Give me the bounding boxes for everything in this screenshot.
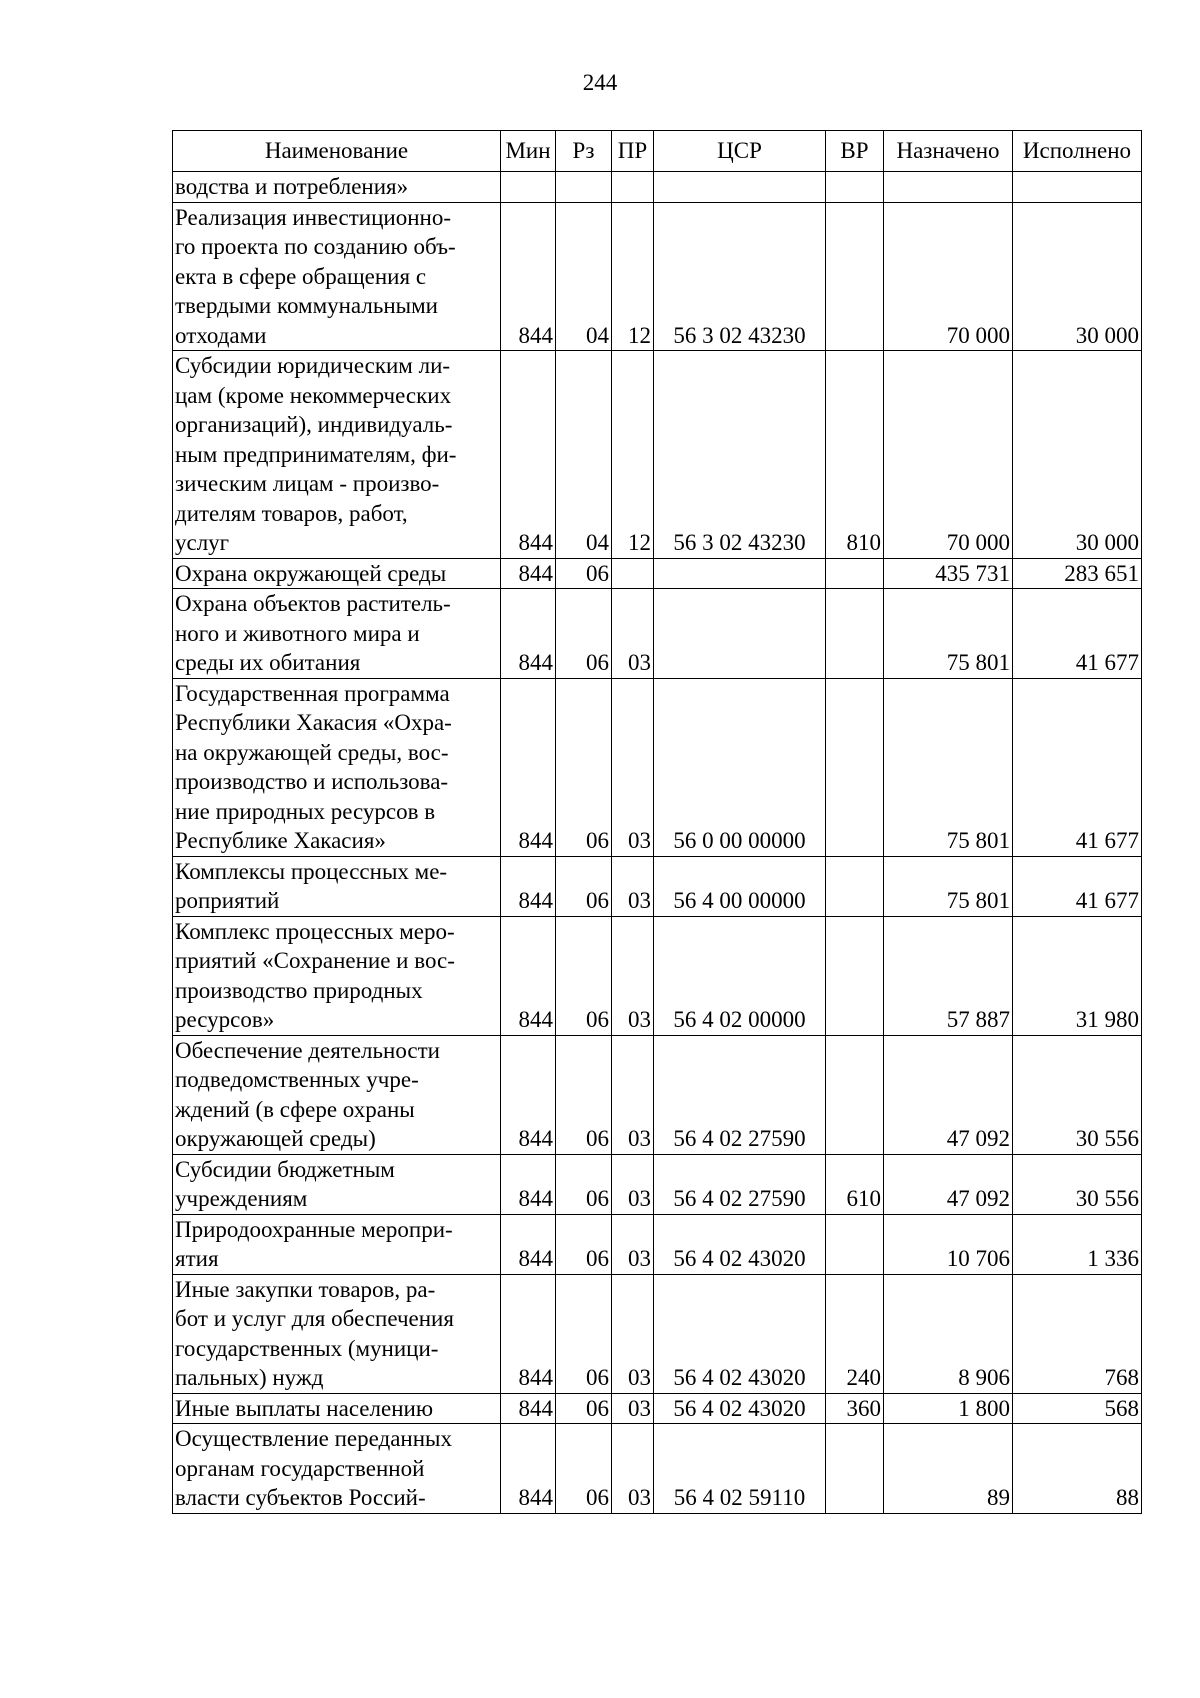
cell-vr <box>826 172 884 203</box>
table-row <box>173 589 1142 679</box>
cell-ispolneno: 41 677 <box>1013 589 1142 679</box>
cell-min: 844 <box>501 1154 556 1214</box>
cell-min: 844 <box>501 856 556 916</box>
cell-vr <box>826 678 884 856</box>
cell-name: Охрана объектов раститель- ного и животного мира и среды их обитания <box>173 589 501 679</box>
cell-naznacheno: 1 800 <box>884 1393 1013 1424</box>
cell-min: 844 <box>501 916 556 1035</box>
cell-pr: 03 <box>612 1214 654 1274</box>
cell-ispolneno <box>1013 172 1142 203</box>
cell-pr <box>612 172 654 203</box>
table-row <box>173 1424 1142 1514</box>
cell-min: 844 <box>501 351 556 559</box>
header-csr: ЦСР <box>654 131 826 172</box>
cell-name: Субсидии юридическим ли- цам (кроме некоммерческих организаций), индивидуаль- ным предпринимателям, фи- зическим лицам - произво- дителям товаров, работ, услуг <box>173 351 501 559</box>
cell-name: Обеспечение деятельности подведомственных учре- ждений (в сфере охраны окружающей среды) <box>173 1035 501 1154</box>
cell-name: Комплексы процессных ме- роприятий <box>173 856 501 916</box>
cell-pr: 03 <box>612 678 654 856</box>
cell-ispolneno: 88 <box>1013 1424 1142 1514</box>
header-name: Наименование <box>173 131 501 172</box>
cell-ispolneno: 31 980 <box>1013 916 1142 1035</box>
cell-ispolneno: 41 677 <box>1013 678 1142 856</box>
cell-naznacheno: 8 906 <box>884 1274 1013 1393</box>
table-row <box>173 1214 1142 1274</box>
cell-ispolneno: 30 556 <box>1013 1154 1142 1214</box>
table-row <box>173 1035 1142 1154</box>
cell-vr <box>826 916 884 1035</box>
cell-min: 844 <box>501 558 556 589</box>
cell-vr: 810 <box>826 351 884 559</box>
cell-pr: 03 <box>612 589 654 679</box>
cell-rz: 06 <box>556 589 612 679</box>
cell-pr: 03 <box>612 1035 654 1154</box>
cell-name: Природоохранные меропри- ятия <box>173 1214 501 1274</box>
header-naznacheno: Назначено <box>884 131 1013 172</box>
cell-csr: 56 0 00 00000 <box>654 678 826 856</box>
cell-min: 844 <box>501 1214 556 1274</box>
cell-naznacheno <box>884 172 1013 203</box>
header-ispolneno: Исполнено <box>1013 131 1142 172</box>
cell-rz: 06 <box>556 678 612 856</box>
header-pr: ПР <box>612 131 654 172</box>
cell-csr: 56 4 02 43020 <box>654 1274 826 1393</box>
header-row <box>173 131 1142 172</box>
cell-rz: 06 <box>556 1214 612 1274</box>
cell-naznacheno: 47 092 <box>884 1035 1013 1154</box>
cell-csr: 56 4 02 00000 <box>654 916 826 1035</box>
cell-csr <box>654 589 826 679</box>
cell-min: 844 <box>501 1393 556 1424</box>
cell-naznacheno: 47 092 <box>884 1154 1013 1214</box>
cell-name: Иные выплаты населению <box>173 1393 501 1424</box>
cell-pr: 03 <box>612 1154 654 1214</box>
cell-naznacheno: 75 801 <box>884 856 1013 916</box>
cell-naznacheno: 57 887 <box>884 916 1013 1035</box>
header-rz: Рз <box>556 131 612 172</box>
cell-name: Субсидии бюджетным учреждениям <box>173 1154 501 1214</box>
cell-rz: 06 <box>556 916 612 1035</box>
cell-name: Охрана окружающей среды <box>173 558 501 589</box>
cell-csr: 56 4 02 27590 <box>654 1035 826 1154</box>
cell-min: 844 <box>501 678 556 856</box>
cell-csr: 56 4 00 00000 <box>654 856 826 916</box>
cell-vr <box>826 1424 884 1514</box>
cell-vr: 360 <box>826 1393 884 1424</box>
cell-ispolneno: 30 000 <box>1013 202 1142 351</box>
table-row <box>173 1274 1142 1393</box>
cell-vr <box>826 202 884 351</box>
cell-csr: 56 4 02 27590 <box>654 1154 826 1214</box>
cell-rz: 04 <box>556 351 612 559</box>
table-row <box>173 351 1142 559</box>
table-row <box>173 558 1142 589</box>
cell-name: Реализация инвестиционно- го проекта по созданию объ- екта в сфере обращения с твердыми коммунальными отходами <box>173 202 501 351</box>
cell-rz: 06 <box>556 856 612 916</box>
cell-pr: 03 <box>612 1424 654 1514</box>
cell-rz: 06 <box>556 558 612 589</box>
cell-min: 844 <box>501 1274 556 1393</box>
cell-ispolneno: 283 651 <box>1013 558 1142 589</box>
cell-naznacheno: 75 801 <box>884 678 1013 856</box>
cell-min <box>501 172 556 203</box>
cell-csr: 56 4 02 43020 <box>654 1393 826 1424</box>
table-row <box>173 916 1142 1035</box>
cell-csr: 56 4 02 59110 <box>654 1424 826 1514</box>
table-row <box>173 202 1142 351</box>
cell-pr: 03 <box>612 1274 654 1393</box>
cell-vr <box>826 558 884 589</box>
table-row <box>173 172 1142 203</box>
cell-csr: 56 3 02 43230 <box>654 351 826 559</box>
cell-rz: 06 <box>556 1035 612 1154</box>
header-vr: ВР <box>826 131 884 172</box>
cell-pr: 03 <box>612 856 654 916</box>
cell-name: Иные закупки товаров, ра- бот и услуг для обеспечения государственных (муници- пальных) нужд <box>173 1274 501 1393</box>
cell-vr: 610 <box>826 1154 884 1214</box>
cell-naznacheno: 10 706 <box>884 1214 1013 1274</box>
cell-min: 844 <box>501 202 556 351</box>
cell-pr: 12 <box>612 351 654 559</box>
cell-min: 844 <box>501 589 556 679</box>
cell-ispolneno: 30 000 <box>1013 351 1142 559</box>
cell-name: Государственная программа Республики Хакасия «Охра- на окружающей среды, вос- производство и использова- ние природных ресурсов в Республике Хакасия» <box>173 678 501 856</box>
cell-name: Осуществление переданных органам государственной власти субъектов Россий- <box>173 1424 501 1514</box>
cell-rz: 04 <box>556 202 612 351</box>
table-row <box>173 1393 1142 1424</box>
cell-rz <box>556 172 612 203</box>
header-min: Мин <box>501 131 556 172</box>
cell-vr <box>826 589 884 679</box>
cell-vr <box>826 1214 884 1274</box>
table-row <box>173 856 1142 916</box>
cell-vr: 240 <box>826 1274 884 1393</box>
table-row <box>173 678 1142 856</box>
cell-csr: 56 3 02 43230 <box>654 202 826 351</box>
cell-pr <box>612 558 654 589</box>
cell-name: Комплекс процессных меро- приятий «Сохранение и вос- производство природных ресурсов» <box>173 916 501 1035</box>
cell-ispolneno: 1 336 <box>1013 1214 1142 1274</box>
cell-vr <box>826 1035 884 1154</box>
page-number: 244 <box>582 70 618 95</box>
table-row <box>173 1154 1142 1214</box>
cell-rz: 06 <box>556 1154 612 1214</box>
cell-csr: 56 4 02 43020 <box>654 1214 826 1274</box>
cell-min: 844 <box>501 1424 556 1514</box>
cell-vr <box>826 856 884 916</box>
budget-table <box>172 130 1142 1514</box>
cell-csr <box>654 172 826 203</box>
cell-rz: 06 <box>556 1424 612 1514</box>
cell-csr <box>654 558 826 589</box>
cell-naznacheno: 75 801 <box>884 589 1013 679</box>
cell-naznacheno: 435 731 <box>884 558 1013 589</box>
cell-ispolneno: 768 <box>1013 1274 1142 1393</box>
cell-naznacheno: 89 <box>884 1424 1013 1514</box>
cell-ispolneno: 30 556 <box>1013 1035 1142 1154</box>
table-body <box>173 172 1142 1514</box>
cell-ispolneno: 568 <box>1013 1393 1142 1424</box>
cell-naznacheno: 70 000 <box>884 202 1013 351</box>
cell-pr: 03 <box>612 1393 654 1424</box>
cell-ispolneno: 41 677 <box>1013 856 1142 916</box>
cell-rz: 06 <box>556 1393 612 1424</box>
cell-naznacheno: 70 000 <box>884 351 1013 559</box>
cell-pr: 03 <box>612 916 654 1035</box>
cell-name: водства и потребления» <box>173 172 501 203</box>
cell-rz: 06 <box>556 1274 612 1393</box>
cell-min: 844 <box>501 1035 556 1154</box>
cell-pr: 12 <box>612 202 654 351</box>
